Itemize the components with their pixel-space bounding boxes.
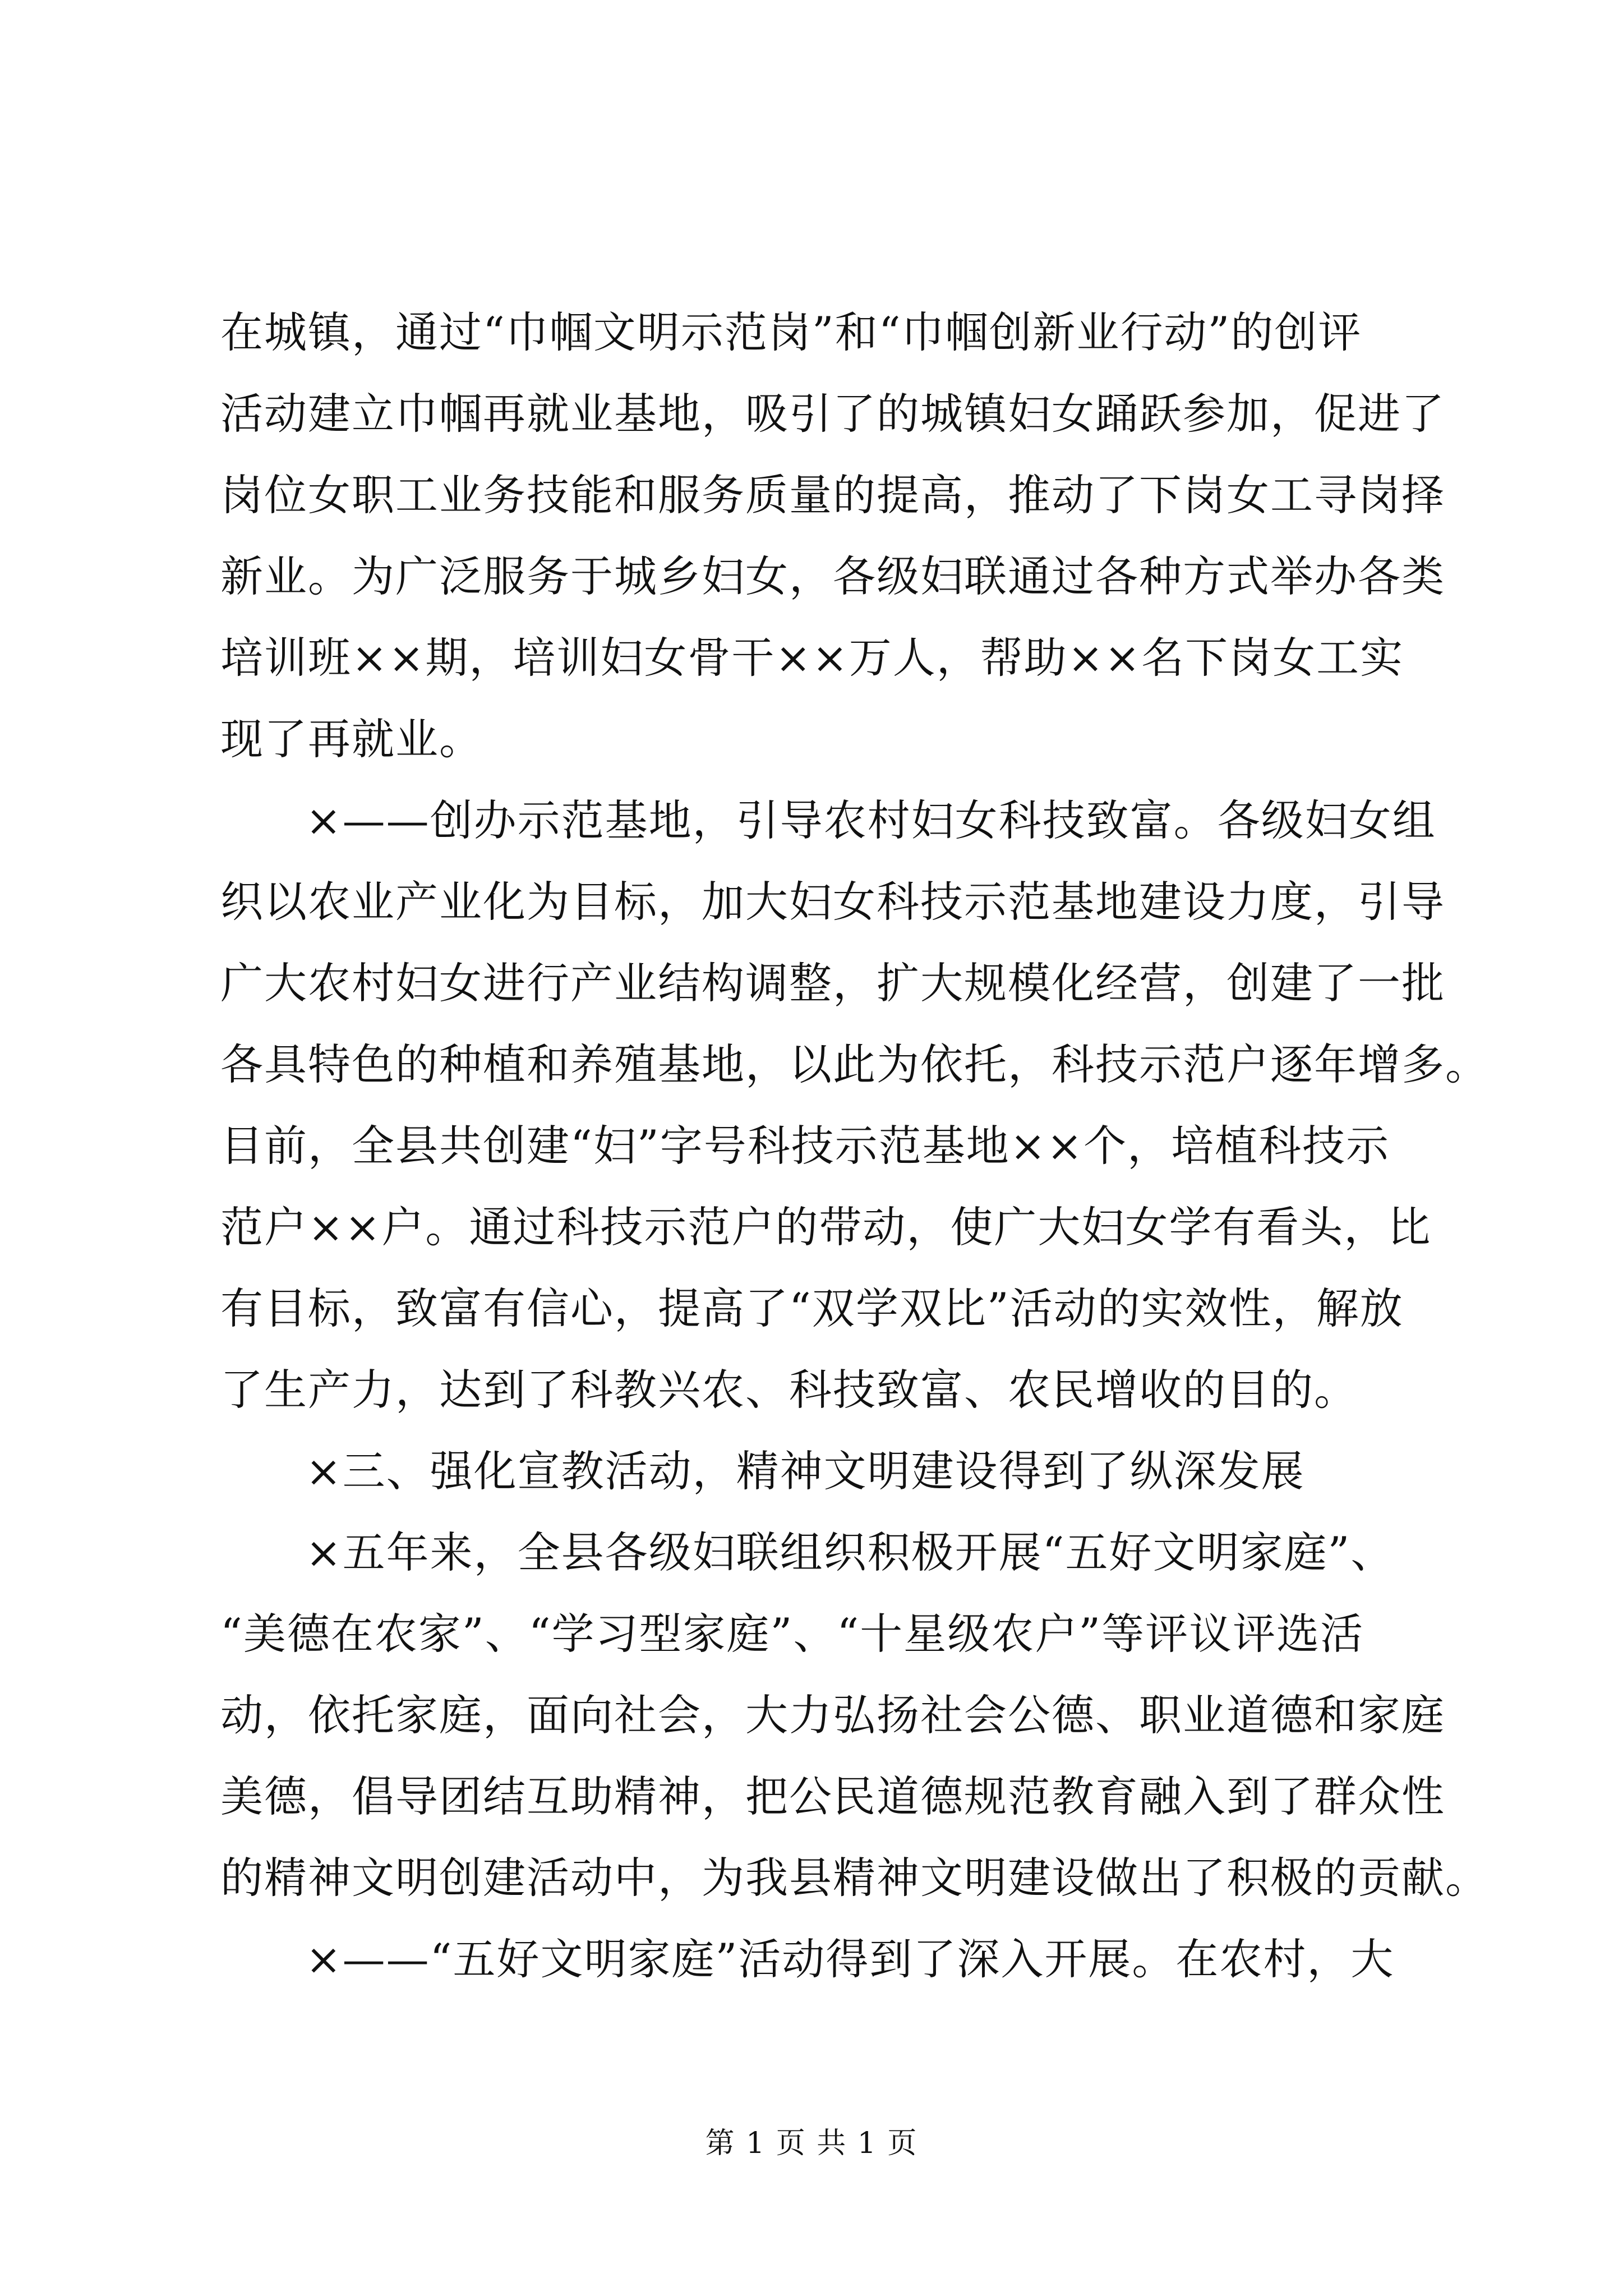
text-line: 目前，全县共创建“妇”字号科技示范基地××个，培植科技示	[220, 1121, 1390, 1171]
text-line: 岗位女职工业务技能和服务质量的提高，推动了下岗女工寻岗择	[220, 470, 1445, 520]
paragraph-start-line: ×五年来，全县各级妇联组织积极开展“五好文明家庭”、	[306, 1527, 1395, 1577]
text-line: 广大农村妇女进行产业结构调整，扩大规模化经营，创建了一批	[220, 958, 1445, 1008]
text-line: 在城镇，通过“巾帼文明示范岗”和“巾帼创新业行动”的创评	[220, 307, 1362, 357]
text-line: 各具特色的种植和养殖基地，以此为依托，科技示范户逐年增多。	[220, 1039, 1489, 1089]
text-line: 培训班××期，培训妇女骨干××万人，帮助××名下岗女工实	[220, 633, 1404, 683]
text-line: 新业。为广泛服务于城乡妇女，各级妇联通过各种方式举办各类	[220, 551, 1445, 601]
text-line: 美德，倡导团结互助精神，把公民道德规范教育融入到了群众性	[220, 1772, 1445, 1821]
paragraph-start-line: ×——创办示范基地，引导农村妇女科技致富。各级妇女组	[306, 795, 1436, 845]
text-line: 现了再就业。	[220, 714, 483, 764]
paragraph-start-line: ×——“五好文明家庭”活动得到了深入开展。在农村，大	[306, 1934, 1395, 1984]
page-footer: 第 1 页 共 1 页	[705, 2127, 918, 2160]
text-line: 活动建立巾帼再就业基地，吸引了的城镇妇女踊跃参加，促进了	[220, 389, 1445, 439]
text-line: 动，依托家庭，面向社会，大力弘扬社会公德、职业道德和家庭	[220, 1690, 1445, 1740]
text-line: 范户××户。通过科技示范户的带动，使广大妇女学有看头，比	[220, 1202, 1432, 1252]
section-heading: ×三、强化宣教活动，精神文明建设得到了纵深发展	[306, 1446, 1305, 1496]
text-line: “美德在农家”、“学习型家庭”、“十星级农户”等评议评选活	[220, 1609, 1364, 1659]
text-line: 了生产力，达到了科教兴农、科技致富、农民增收的目的。	[220, 1365, 1358, 1415]
text-line: 有目标，致富有信心，提高了“双学双比”活动的实效性，解放	[220, 1283, 1404, 1333]
text-line: 织以农业产业化为目标，加大妇女科技示范基地建设力度，引导	[220, 877, 1445, 927]
text-line: 的精神文明创建活动中，为我县精神文明建设做出了积极的贡献。	[220, 1853, 1489, 1903]
document-body	[220, 292, 1489, 2000]
